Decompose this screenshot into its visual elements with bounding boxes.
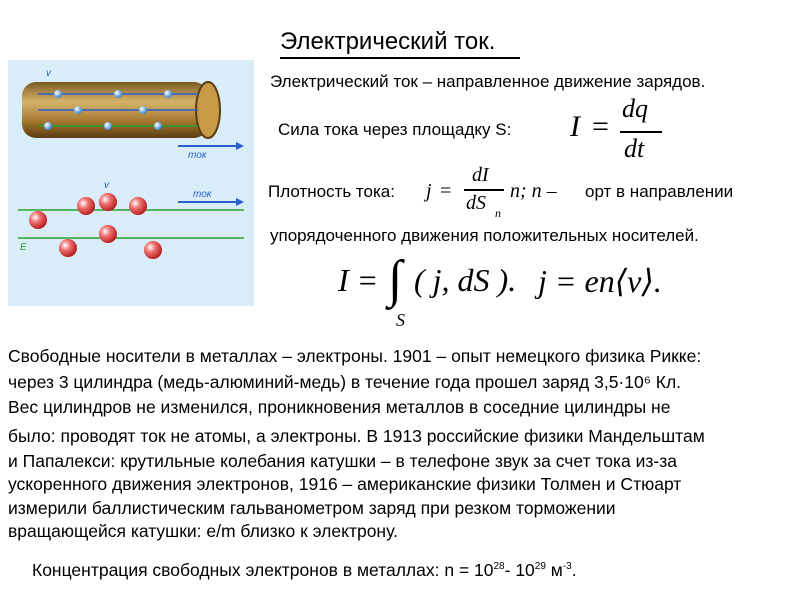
density-den-sub: n <box>495 206 501 220</box>
page-title: Электрический ток. <box>280 28 496 55</box>
fraction-bar <box>620 131 662 133</box>
paragraph-line-4: было: проводят ток не атомы, а электроны. В 1913 российские физики Мандельштам <box>8 426 705 446</box>
paragraph-line-3: Вес цилиндров не изменился, проникновения металлов в соседние цилиндры не <box>8 397 671 417</box>
concentration-text: Концентрация свободных электронов в металлах: n = 10 <box>32 560 494 580</box>
integral-integrand: ( j, dS ). <box>414 262 517 298</box>
title-underline <box>280 57 520 59</box>
formula-num: dq <box>622 94 648 123</box>
current-formula <box>570 94 670 168</box>
paragraph-line-8: вращающейся катушки: e/m близко к электрону. <box>8 521 398 541</box>
integral-lhs: I = <box>338 262 379 298</box>
concentration-exp2: 29 <box>534 561 546 573</box>
concentration-unit: м <box>545 560 563 580</box>
label-e: E <box>20 242 27 253</box>
density-j: j <box>426 180 432 202</box>
integral-lower: S <box>396 310 405 330</box>
paragraph-line-5: и Папалекси: крутильные колебания катушки – в телефоне звук за счет тока из-за <box>8 451 678 471</box>
current-illustration <box>8 60 254 306</box>
paragraph-line-7: измерили баллистическим гальванометром заряд при резком торможении <box>8 498 616 518</box>
label-v-top: v <box>46 68 51 79</box>
label-v-bottom: v <box>104 180 109 191</box>
density-after: орт в направлении <box>585 182 734 201</box>
cylinder-end <box>196 82 220 138</box>
integral-rhs: j = en⟨v⟩. <box>538 263 662 299</box>
concentration-exp1: 28 <box>493 561 505 573</box>
formula-i: I <box>570 110 580 143</box>
label-tok-top: ток <box>188 150 207 161</box>
concentration-mid: - 10 <box>504 560 535 580</box>
density-den: dS <box>466 192 486 214</box>
label-tok-bottom: ток <box>193 189 212 200</box>
integral-sign: ∫ <box>388 251 403 308</box>
conductor-diagram <box>8 60 254 306</box>
concentration-end: . <box>571 560 577 580</box>
formula-den: dt <box>624 134 645 163</box>
integral-formula <box>338 250 698 336</box>
concentration-line <box>32 560 577 581</box>
density-tail: n; n – <box>510 180 557 202</box>
current-label: Сила тока через площадку S: <box>278 120 512 139</box>
density-label: Плотность тока: <box>268 182 395 201</box>
paragraph-line-2: через 3 цилиндра (медь-алюминий-медь) в течение года прошел заряд 3,5·10⁶ Кл. <box>8 372 682 392</box>
paragraph-line-6: ускоренного движения электронов, 1916 – американские физики Толмен и Стюарт <box>8 474 682 494</box>
formula-eq: = <box>592 110 609 143</box>
concentration-exp3: -3 <box>562 561 572 573</box>
density-formula: j = dI dS n n; n – <box>426 164 557 220</box>
paragraph-line-1: Свободные носители в металлах – электроны. 1901 – опыт немецкого физика Рикке: <box>8 346 702 366</box>
definition-text: Электрический ток – направленное движение зарядов. <box>270 72 706 91</box>
density-num: dI <box>472 164 489 186</box>
density-line2: упорядоченного движения положительных носителей. <box>270 226 699 245</box>
